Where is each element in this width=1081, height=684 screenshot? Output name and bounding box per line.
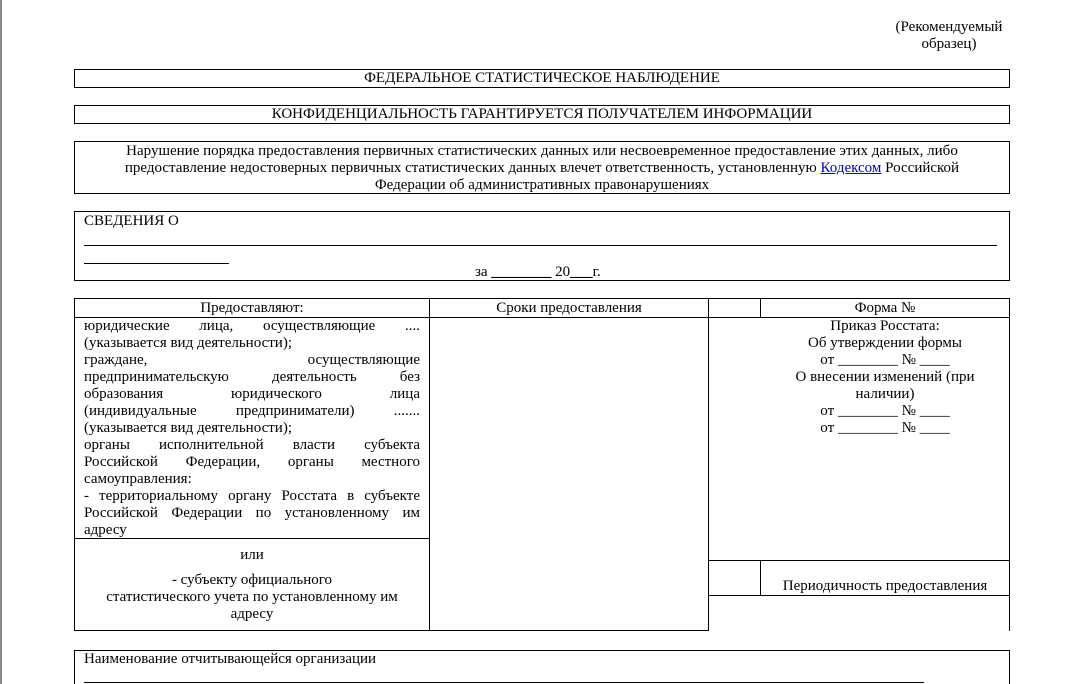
violation-line-1: Нарушение порядка предоставления первичных статистических данных или несвоевременное предоставление этих данных, либо (126, 143, 958, 159)
provider-line: Российской Федерации по установленному им (84, 505, 420, 521)
year-blank[interactable]: ___ (570, 264, 593, 280)
order-line: Об утверждении формы (808, 335, 962, 351)
order-line: от ________ № ____ (820, 352, 950, 368)
provider-line: граждане, осуществляющие (84, 352, 420, 368)
table-col3-line (708, 298, 709, 631)
provider-line: (индивидуальные предприниматели) ....... (84, 403, 420, 419)
provider-line: юридические лица, осуществляющие .... (84, 318, 420, 334)
provider-line: (указывается вид деятельности); (84, 335, 292, 351)
period-blank[interactable]: ________ (491, 264, 552, 280)
col-header-deadlines: Сроки предоставления (496, 300, 642, 316)
provider-line: образования юридического лица (84, 386, 420, 402)
subject-line: - субъекту официального (171, 572, 333, 588)
provider-line: органы исполнительной власти субъекта (84, 437, 420, 453)
table-col2-line (429, 298, 430, 631)
year-suffix: г. (592, 264, 601, 280)
provider-line: Российской Федерации, органы местного (84, 454, 420, 470)
order-divider (708, 560, 1009, 561)
federal-observation-text: ФЕДЕРАЛЬНОЕ СТАТИСТИЧЕСКОЕ НАБЛЮДЕНИЕ (364, 70, 720, 86)
order-line: О внесении изменений (при (795, 369, 975, 385)
violation-line-2-text: предоставление недостоверных первичных статистических данных влечет ответственность, установленную (124, 160, 817, 176)
svedeniya-title: СВЕДЕНИЯ О (84, 213, 179, 229)
recommended-sample-line-2: образец) (921, 36, 977, 52)
periodicity-bottom-line (708, 595, 1009, 596)
order-line: от ________ № ____ (820, 403, 950, 419)
code-link[interactable]: Кодексом (820, 160, 882, 176)
organization-box (74, 650, 1010, 684)
provider-line: предпринимательскую деятельность без (84, 369, 420, 385)
violation-line-2-end: Российской (885, 160, 960, 176)
year-prefix: 20 (555, 264, 571, 280)
provider-line: самоуправления: (84, 471, 192, 487)
recommended-sample-line-1: (Рекомендуемый (895, 19, 1003, 35)
violation-line-3: Федерации об административных правонарушениях (374, 177, 710, 193)
period-prefix: за (475, 264, 488, 280)
provider-line: (указывается вид деятельности); (84, 420, 292, 436)
organization-label: Наименование отчитывающейся организации (84, 651, 377, 667)
providers-list (84, 318, 420, 539)
order-block (760, 318, 1010, 437)
subject-line: адресу (230, 606, 274, 622)
provider-line: адресу (84, 522, 127, 538)
confidentiality-text: КОНФИДЕНЦИАЛЬНОСТЬ ГАРАНТИРУЕТСЯ ПОЛУЧАТЕЛЕМ ИНФОРМАЦИИ (271, 106, 813, 122)
col-header-form-number: Форма № (854, 300, 916, 316)
subject-address (80, 572, 424, 623)
organization-fill-line (84, 682, 924, 683)
table-bottom-line-left (74, 630, 708, 631)
order-line: Приказ Росстата: (830, 318, 940, 334)
order-line: наличии) (855, 386, 915, 402)
col-header-providers: Предоставляют: (200, 300, 304, 316)
or-label: или (240, 547, 264, 563)
provider-line: - территориальному органу Росстата в субъекте (84, 488, 420, 504)
order-line: от ________ № ____ (820, 420, 950, 436)
subject-line: статистического учета по установленному им (106, 589, 398, 605)
periodicity-label: Периодичность предоставления (782, 578, 988, 594)
table-left-line (74, 298, 75, 631)
